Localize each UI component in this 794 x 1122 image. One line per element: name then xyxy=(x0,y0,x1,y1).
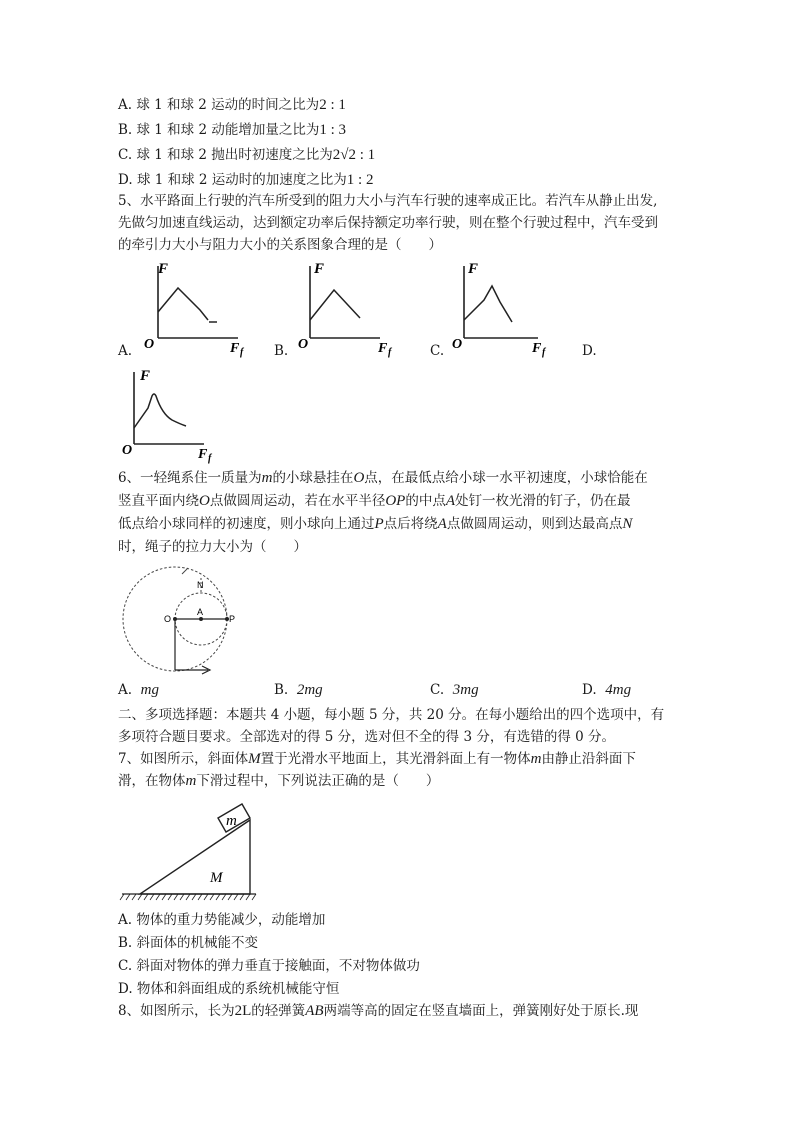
graph-d-y-label: F xyxy=(140,368,151,384)
q6-option-b: B. 2mg xyxy=(274,682,323,698)
q4-option-c: C. 球 1 和球 2 抛出时初速度之比为2√2 : 1 xyxy=(118,147,376,163)
graph-c-x-label: F xyxy=(532,341,542,356)
q6-stem-line-1: 6、一轻绳系住一质量为m的小球悬挂在O点，在最低点给小球一水平初速度，小球恰能在 xyxy=(118,470,648,486)
q6-option-a: A. mg xyxy=(118,682,159,698)
q5-label-a: A. xyxy=(118,343,133,359)
fig7-label-m: m xyxy=(226,813,237,829)
q5-stem-line-1: 5、水平路面上行驶的汽车所受到的阻力大小与汽车行驶的速率成正比。若汽车从静止出发, xyxy=(118,193,658,209)
graph-d-x-label: F xyxy=(198,447,208,462)
graph-b-origin: O xyxy=(298,337,309,352)
fig6-label-o: O xyxy=(164,614,172,624)
graph-d-x-sub: f xyxy=(208,453,212,464)
graph-d-origin: O xyxy=(122,443,133,458)
q5-graph-c xyxy=(448,260,558,358)
q4-option-b: B. 球 1 和球 2 动能增加量之比为1 : 3 xyxy=(118,122,347,138)
fig6-label-n: N xyxy=(197,580,204,590)
q7-option-b: B. 斜面体的机械能不变 xyxy=(118,935,259,951)
q7-incline-figure xyxy=(118,796,268,906)
q5-stem-line-3: 的牵引力大小与阻力大小的关系图象合理的是（ ） xyxy=(118,237,442,253)
q4-option-a-math: 2 : 1 xyxy=(319,97,346,113)
graph-a-x-sub: f xyxy=(240,347,244,358)
q7-option-d: D. 物体和斜面组成的系统机械能守恒 xyxy=(118,981,340,997)
fig6-label-p: P xyxy=(229,614,236,624)
section2-heading-line-1: 二、多项选择题：本题共 4 小题，每小题 5 分，共 20 分。在每小题给出的四个选项中，有 xyxy=(118,707,665,723)
graph-b-x-sub: f xyxy=(388,347,392,358)
fig6-label-a: A xyxy=(197,607,204,617)
graph-a-x-label: F xyxy=(230,341,240,356)
q5-graph-a xyxy=(140,260,250,358)
q6-stem-line-3: 低点给小球同样的初速度，则小球向上通过P点后将绕A点做圆周运动，则到达最高点N xyxy=(118,516,633,532)
q6-stem-line-4: 时，绳子的拉力大小为（ ） xyxy=(118,539,307,555)
graph-c-x-sub: f xyxy=(542,347,546,358)
graph-a-origin: O xyxy=(144,337,155,352)
q5-stem-line-2: 先做匀加速直线运动，达到额定功率后保持额定功率行驶，则在整个行驶过程中，汽车受到 xyxy=(118,215,658,231)
q4-option-c-math: 2√2 : 1 xyxy=(332,147,376,163)
q5-label-c: C. xyxy=(430,343,445,359)
q8-stem-line-1: 8、如图所示，长为2L的轻弹簧AB两端等高的固定在竖直墙面上，弹簧刚好处于原长.现 xyxy=(118,1003,639,1019)
q5-label-d: D. xyxy=(582,343,597,359)
q4-option-d: D. 球 1 和球 2 运动时的加速度之比为1 : 2 xyxy=(118,172,374,188)
graph-c-origin: O xyxy=(452,337,463,352)
q5-graph-b xyxy=(294,260,404,358)
q4-option-a: A. 球 1 和球 2 运动的时间之比为2 : 1 xyxy=(118,97,346,113)
q7-option-c: C. 斜面对物体的弹力垂直于接触面，不对物体做功 xyxy=(118,958,420,974)
q7-stem-line-1: 7、如图所示，斜面体M置于光滑水平地面上，其光滑斜面上有一物体m由静止沿斜面下 xyxy=(118,751,636,767)
q5-label-b: B. xyxy=(274,343,289,359)
graph-b-x-label: F xyxy=(378,341,388,356)
q7-stem-line-2: 滑，在物体m下滑过程中，下列说法正确的是（ ） xyxy=(118,773,440,789)
q6-circle-figure xyxy=(118,560,248,680)
fig7-label-M: M xyxy=(210,870,223,886)
section2-heading-line-2: 多项符合题目要求。全部选对的得 5 分，选对但不全的得 3 分，有选错的得 0 分。 xyxy=(118,729,616,745)
q5-graph-d xyxy=(118,366,228,464)
q7-option-a: A. 物体的重力势能减少，动能增加 xyxy=(118,912,326,928)
q4-option-d-math: 1 : 2 xyxy=(346,172,374,188)
graph-c-y-label: F xyxy=(468,261,479,277)
q6-option-c: C. 3mg xyxy=(430,682,479,698)
graph-a-y-label: F xyxy=(158,261,169,277)
q4-option-b-math: 1 : 3 xyxy=(319,122,347,138)
q6-option-d: D. 4mg xyxy=(582,682,632,698)
q6-stem-line-2: 竖直平面内绕O点做圆周运动，若在水平半径OP的中点A处钉一枚光滑的钉子，仍在最 xyxy=(118,493,631,509)
graph-b-y-label: F xyxy=(314,261,325,277)
